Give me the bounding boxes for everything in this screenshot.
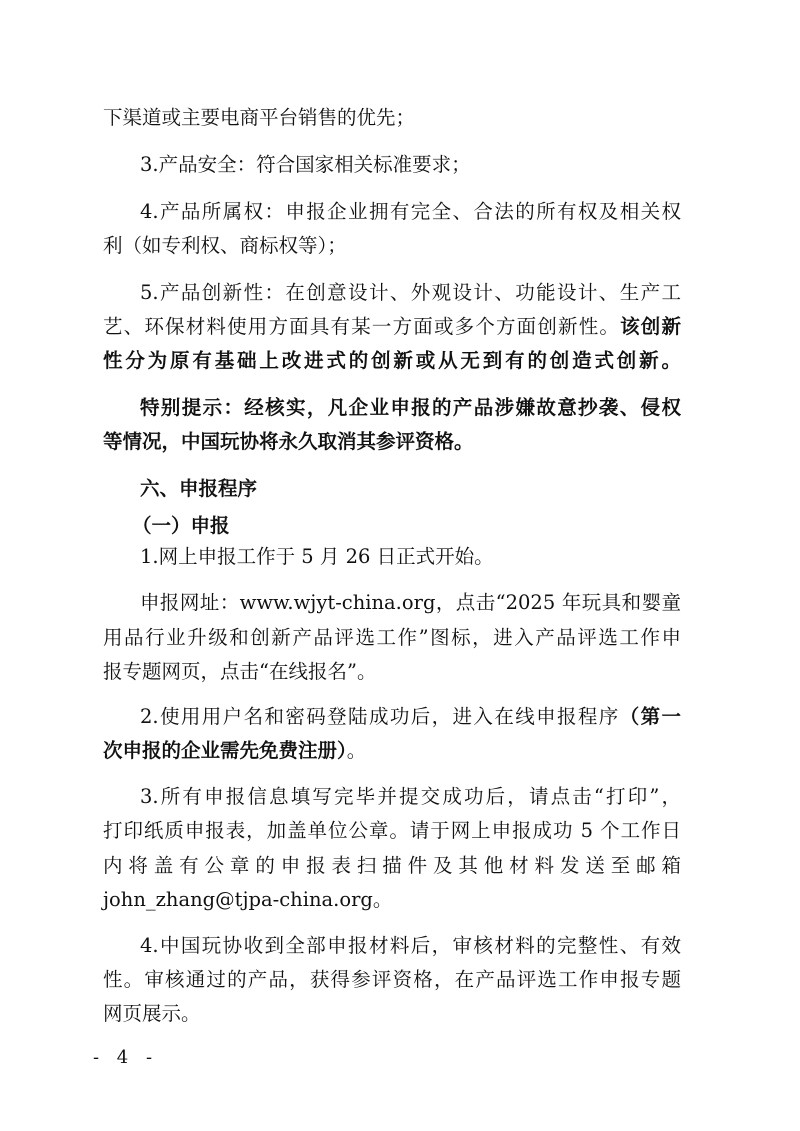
bold-text: 次申报的企业需先免费注册） [103,739,347,762]
subsection-heading: （一）申报 [132,514,230,537]
paragraph-line: 1.网上申报工作于 5 月 26 日正式开始。 [140,545,494,568]
line-text: 。 [346,739,367,762]
paragraph-line: 3.所有申报信息填写完毕并提交成功后，请点击“打印”， [140,785,681,808]
paragraph-line: 性。审核通过的产品，获得参评资格，在产品评选工作申报专题 [103,968,681,991]
paragraph-line: 内将盖有公章的申报表扫描件及其他材料发送至邮箱 [103,854,681,877]
paragraph-line: 性分为原有基础上改进式的创新或从无到有的创造式创新。 [103,349,681,372]
bold-text: （第一 [619,705,681,728]
paragraph-line: 下渠道或主要电商平台销售的优先； [103,106,416,129]
line-text: 2.使用用户名和密码登陆成功后，进入在线申报程序 [140,705,620,728]
line-text: 艺、环保材料使用方面具有某一方面或多个方面创新性。 [103,315,621,338]
paragraph-line: 4.产品所属权：申报企业拥有完全、合法的所有权及相关权 [140,200,681,223]
paragraph-line: 用品行业升级和创新产品评选工作”图标，进入产品评选工作申 [103,626,681,649]
special-notice: 特别提示：经核实，凡企业申报的产品涉嫌故意抄袭、侵权 [140,396,681,419]
paragraph-line [103,317,681,337]
paragraph-line [140,707,681,727]
section-heading: 六、申报程序 [140,477,258,500]
paragraph-line: 网页展示。 [103,1002,201,1025]
paragraph-line: 申报网址：www.wjyt-china.org，点击“2025 年玩具和婴童 [140,591,681,614]
bold-text: 该创新 [620,315,681,338]
email-address: john_zhang@tjpa-china.org。 [103,888,393,911]
paragraph-line: 报专题网页，点击“在线报名”。 [103,660,377,683]
paragraph-line: 打印纸质申报表，加盖单位公章。请于网上申报成功 5 个工作日 [103,819,681,842]
paragraph-line: 利（如专利权、商标权等）； [103,234,347,257]
paragraph-line: 5.产品创新性：在创意设计、外观设计、功能设计、生产工 [140,281,681,304]
paragraph-line [103,741,366,761]
page-number: - 4 - [93,1047,159,1068]
paragraph-line: 4.中国玩协收到全部申报材料后，审核材料的完整性、有效 [140,934,681,957]
paragraph-line: 3.产品安全：符合国家相关标准要求； [140,153,471,176]
special-notice: 等情况，中国玩协将永久取消其参评资格。 [103,430,474,453]
